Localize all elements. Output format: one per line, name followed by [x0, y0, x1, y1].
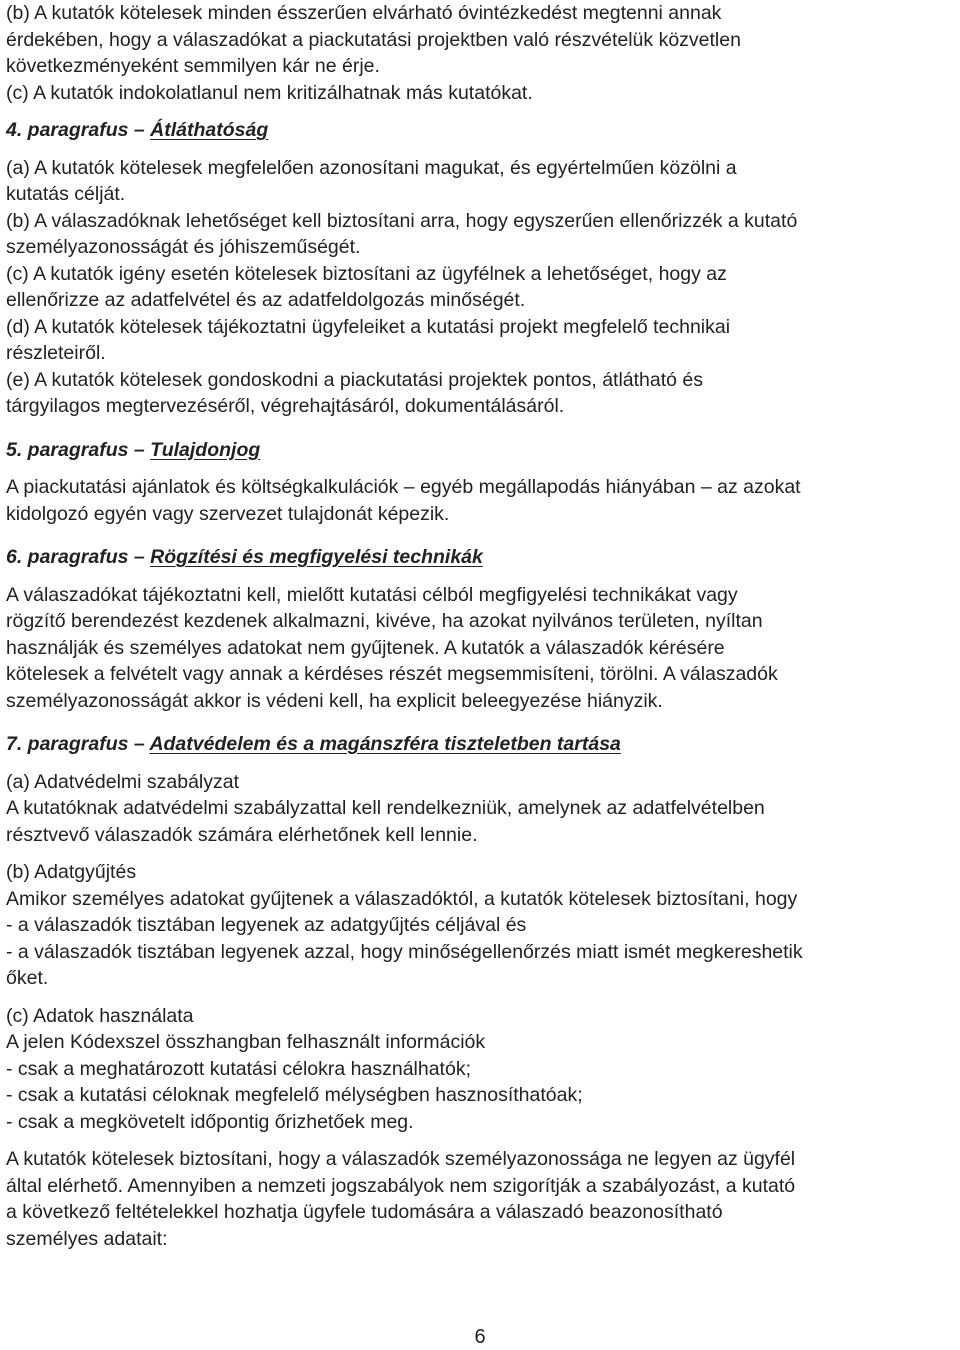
paragraph-intro-b — [6, 0, 954, 80]
section-title: Adatvédelem és a magánszféra tiszteletben tartása — [149, 733, 621, 755]
page-number: 6 — [474, 1326, 486, 1348]
list-item: - csak a meghatározott kutatási célokra használhatók; — [6, 1057, 471, 1080]
section-number: 7. paragrafus – — [6, 733, 145, 755]
paragraph-7-closing — [6, 1146, 954, 1252]
section-title: Tulajdonjog — [150, 438, 261, 461]
list-item: - a válaszadók tisztában legyenek azzal, hogy minőségellenőrzés miatt ismét megkereshetik — [6, 940, 803, 963]
document-page — [6, 0, 954, 1252]
paragraph-7a — [6, 769, 954, 849]
text-line: (c) A kutatók igény esetén kötelesek biztosítani az ügyfélnek a lehetőséget, hogy az — [6, 262, 727, 285]
text-line: (b) A válaszadóknak lehetőséget kell biztosítani arra, hogy egyszerűen ellenőrizzék a kutató — [6, 209, 798, 232]
subsection-title: (a) Adatvédelmi szabályzat — [6, 770, 240, 793]
paragraph-5 — [6, 474, 954, 527]
section-title: Átláthatóság — [150, 119, 269, 141]
subsection-title: (b) Adatgyűjtés — [6, 861, 137, 883]
section-title: Rögzítési és megfigyelési technikák — [150, 546, 483, 568]
text-line: (d) A kutatók kötelesek tájékoztatni ügyfeleiket a kutatási projekt megfelelő technikai — [6, 315, 731, 338]
paragraph-4a — [6, 155, 954, 208]
text-line: őket. — [6, 967, 49, 989]
text-line: A kutatók kötelesek biztosítani, hogy a válaszadók személyazonossága ne legyen az ügyfél — [6, 1148, 796, 1170]
paragraph-4b — [6, 208, 954, 261]
paragraph-7b — [6, 859, 954, 992]
text-line: résztvevő válaszadók számára elérhetőnek kell lennie. — [6, 823, 478, 846]
text-line: ellenőrizze az adatfelvétel és az adatfeldolgozás minőségét. — [6, 289, 526, 311]
section-number: 5. paragrafus – — [6, 438, 145, 461]
text-line: kötelesek a felvételt vagy annak a kérdéses részét megsemmisíteni, törölni. A válaszadók — [6, 663, 778, 685]
text-line: (c) A kutatók indokolatlanul nem kritizálhatnak más kutatókat. — [6, 81, 533, 104]
section-heading-5 — [6, 437, 954, 464]
list-item: - a válaszadók tisztában legyenek az adatgyűjtés céljával és — [6, 914, 527, 936]
text-line: A piackutatási ajánlatok és költségkalkulációk – egyéb megállapodás hiányában – az azokat — [6, 476, 801, 498]
text-line: rögzítő berendezést kezdenek alkalmazni, kivéve, ha azokat nyilvános területen, nyíltan — [6, 610, 763, 632]
paragraph-6 — [6, 582, 954, 715]
subsection-title: (c) Adatok használata — [6, 1004, 194, 1027]
text-line: (b) A kutatók kötelesek minden ésszerűen elvárható óvintézkedést megtenni annak — [6, 2, 722, 24]
paragraph-4d — [6, 314, 954, 367]
text-line: személyazonosságát akkor is védeni kell, ha explicit beleegyezése hiányzik. — [6, 689, 663, 712]
section-number: 6. paragrafus – — [6, 546, 145, 568]
text-line: által elérhető. Amennyiben a nemzeti jogszabályok nem szigorítják a szabályozást, a kutató — [6, 1174, 796, 1197]
paragraph-7c — [6, 1003, 954, 1136]
list-item: - csak a megkövetelt időpontig őrizhetőek meg. — [6, 1110, 414, 1133]
paragraph-intro-c — [6, 80, 954, 107]
text-line: A kutatóknak adatvédelmi szabályzattal kell rendelkezniük, amelynek az adatfelvételben — [6, 797, 765, 819]
text-line: a következő feltételekkel hozhatja ügyfele tudomására a válaszadó beazonosítható — [6, 1201, 723, 1223]
text-line: A válaszadókat tájékoztatni kell, mielőtt kutatási célból megfigyelési technikákat vagy — [6, 583, 738, 606]
text-line: (e) A kutatók kötelesek gondoskodni a piackutatási projektek pontos, átlátható és — [6, 368, 704, 391]
text-line: tárgyilagos megtervezéséről, végrehajtásáról, dokumentálásáról. — [6, 395, 565, 417]
text-line: Amikor személyes adatokat gyűjtenek a válaszadóktól, a kutatók kötelesek biztosítani, hogy — [6, 887, 798, 910]
paragraph-4c — [6, 261, 954, 314]
text-line: használják és személyes adatokat nem gyűjtenek. A kutatók a válaszadók kérésére — [6, 636, 725, 659]
section-number: 4. paragrafus – — [6, 119, 145, 141]
text-line: személyes adatait: — [6, 1227, 168, 1250]
text-line: következményeként semmilyen kár ne érje. — [6, 55, 380, 77]
text-line: kutatás célját. — [6, 183, 126, 205]
section-heading-6 — [6, 544, 954, 571]
text-line: érdekében, hogy a válaszadókat a piackutatási projektben való részvételük közvetlen — [6, 28, 741, 51]
section-heading-7 — [6, 731, 954, 758]
section-heading-4 — [6, 117, 954, 144]
list-item: - csak a kutatási céloknak megfelelő mélységben hasznosíthatóak; — [6, 1084, 583, 1106]
text-line: személyazonosságát és jóhiszeműségét. — [6, 236, 361, 258]
text-line: kidolgozó egyén vagy szervezet tulajdonát képezik. — [6, 502, 450, 525]
text-line: A jelen Kódexszel összhangban felhasznált információk — [6, 1031, 486, 1053]
text-line: részleteiről. — [6, 342, 106, 364]
text-line: (a) A kutatók kötelesek megfelelően azonosítani magukat, és egyértelműen közölni a — [6, 156, 737, 179]
paragraph-4e — [6, 367, 954, 420]
